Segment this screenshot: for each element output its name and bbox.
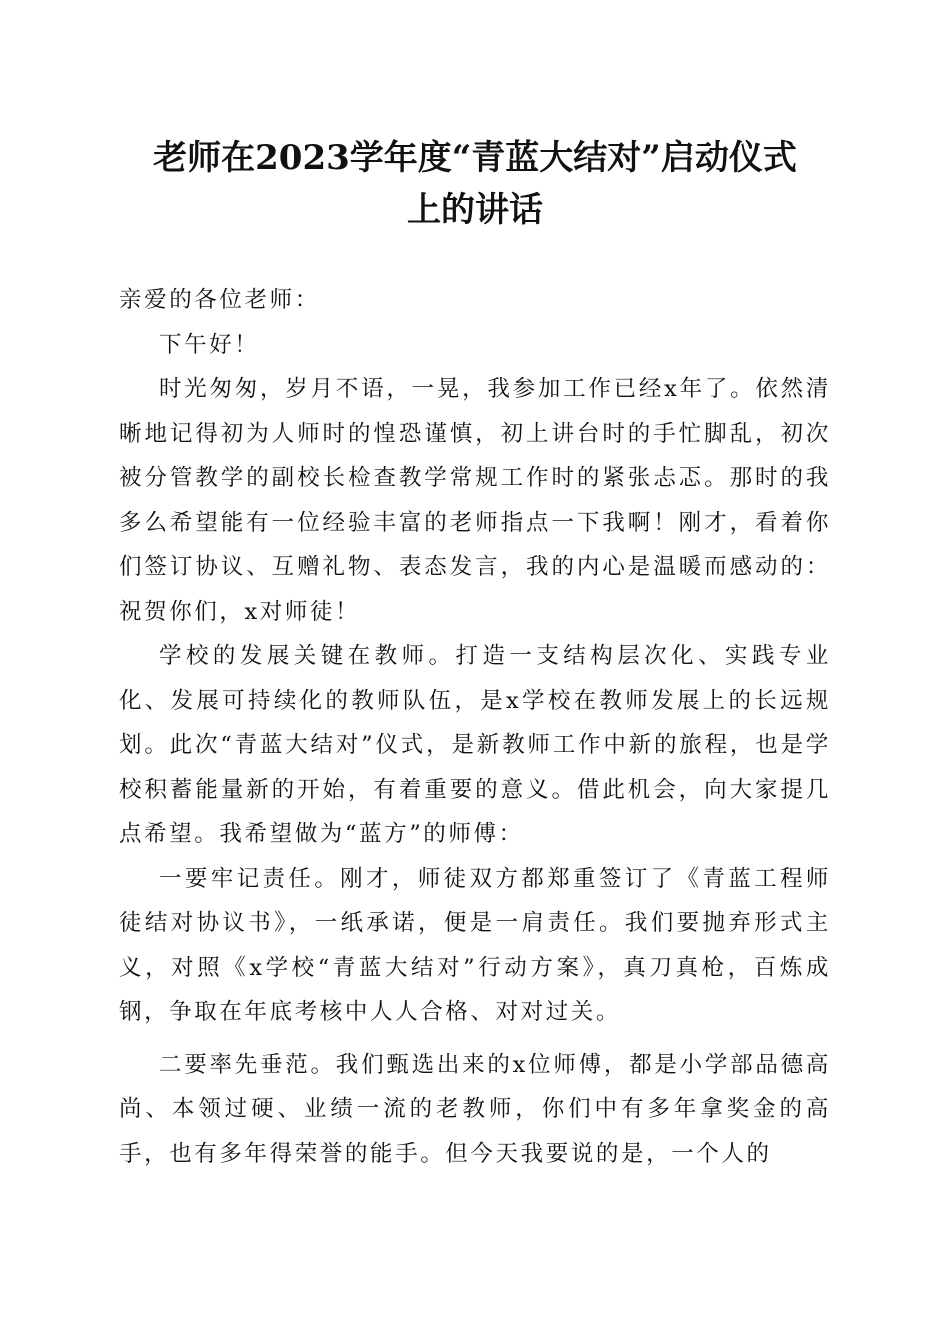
title-line-1: 老师在2023学年度“青蓝大结对”启动仪式 [153, 138, 797, 178]
paragraph: 二要率先垂范。我们甄选出来的x位师傅，都是小学部品德高尚、本领过硬、业绩一流的老教师，你们中有多年拿奖金的高手，也有多年得荣誉的能手。但今天我要说的是，一个人的 [119, 1051, 831, 1167]
document-body [119, 278, 831, 1176]
salutation: 亲爱的各位老师： [119, 287, 320, 313]
greeting: 下午好！ [159, 331, 260, 358]
document-title [100, 132, 850, 236]
paragraph: 一要牢记责任。刚才，师徒双方都郑重签订了《青蓝工程师徒结对协议书》，一纸承诺，便是一肩责任。我们要抛弃形式主义，对照《x学校“青蓝大结对”行动方案》，真刀真枪，百炼成钢，争取在年底考核中人人合格、对对过关。 [119, 865, 831, 1025]
paragraph: 时光匆匆，岁月不语，一晃，我参加工作已经x年了。依然清晰地记得初为人师时的惶恐谨慎，初上讲台时的手忙脚乱，初次被分管教学的副校长检查教学常规工作时的紧张忐忑。那时的我多么希望能有一位经验丰富的老师指点一下我啊！刚才，看着你们签订协议、互赠礼物、表态发言，我的内心是温暖而感动的：祝贺你们，x对师徒！ [119, 376, 831, 625]
paragraph: 学校的发展关键在教师。打造一支结构层次化、实践专业化、发展可持续化的教师队伍，是x学校在教师发展上的长远规划。此次“青蓝大结对”仪式，是新教师工作中新的旅程，也是学校积蓄能量新的开始，有着重要的意义。借此机会，向大家提几点希望。我希望做为“蓝方”的师傅： [119, 643, 831, 847]
title-line-2: 上的讲话 [407, 190, 543, 230]
